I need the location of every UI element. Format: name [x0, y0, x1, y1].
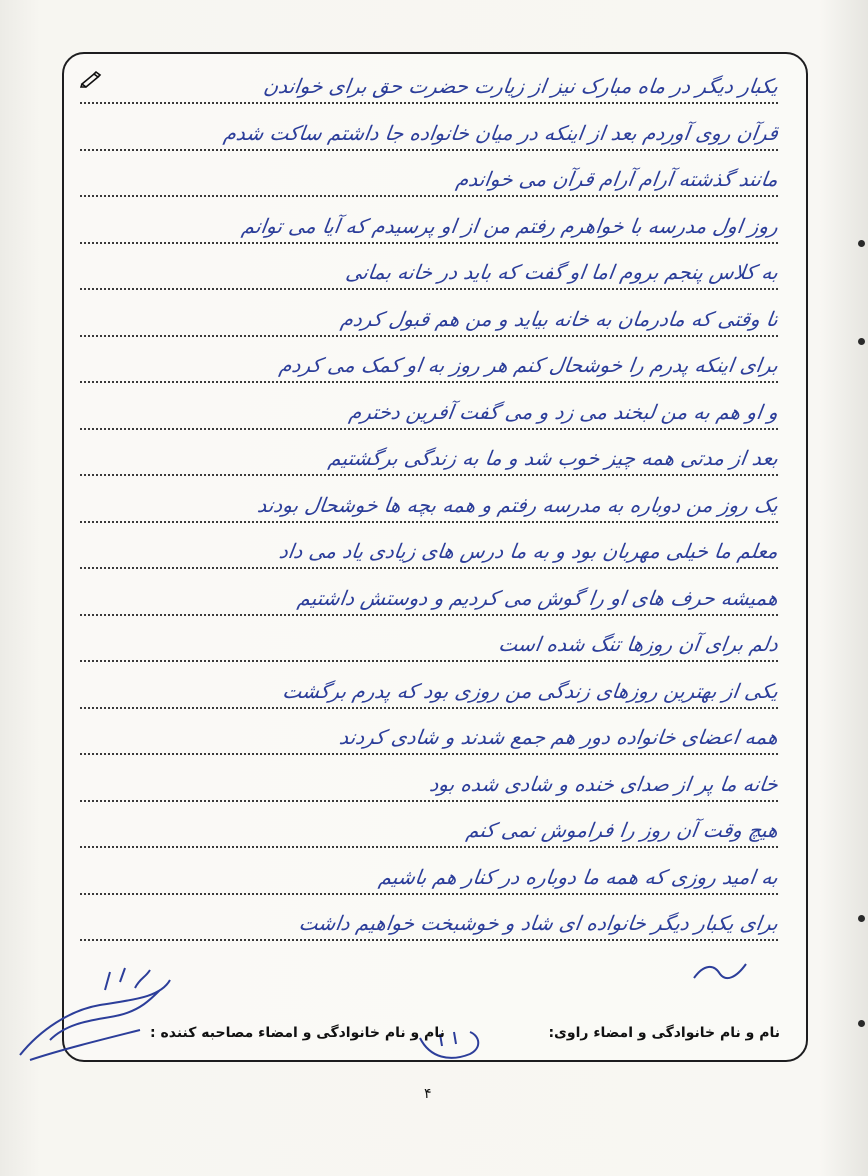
handwritten-text: یک روز من دوباره به مدرسه رفتم و همه بچه ها خوشحال بودند — [255, 492, 780, 517]
ruled-line — [80, 388, 778, 430]
dotted-rule — [80, 474, 778, 476]
handwritten-text: بعد از مدتی همه چیز خوب شد و ما به زندگی برگشتیم — [326, 446, 780, 470]
narrator-signature-label: نام و نام خانوادگی و امضاء راوی: — [548, 1025, 780, 1041]
handwritten-text: روز اول مدرسه با خواهرم رفتم من از او پرسیدم که آیا می توانم — [240, 213, 780, 238]
handwritten-text: هیچ وقت آن روز را فراموش نمی کنم — [464, 818, 780, 842]
ruled-line — [80, 574, 778, 616]
dotted-rule — [80, 428, 778, 430]
dotted-rule — [80, 567, 778, 569]
dotted-rule — [80, 102, 778, 104]
signature-labels — [150, 1020, 780, 1046]
ruled-line — [80, 295, 778, 337]
dotted-rule — [80, 149, 778, 151]
dotted-rule — [80, 288, 778, 290]
handwritten-text: همه اعضای خانواده دور هم جمع شدند و شادی کردند — [337, 725, 780, 749]
dotted-rule — [80, 521, 778, 523]
handwritten-text: به امید روزی که همه ما دوباره در کنار هم باشیم — [377, 864, 780, 889]
dotted-rule — [80, 381, 778, 383]
punch-hole — [858, 240, 865, 247]
page-number: ۴ — [424, 1086, 432, 1102]
dotted-rule — [80, 660, 778, 662]
dotted-rule — [80, 846, 778, 848]
punch-hole — [858, 338, 865, 345]
ruled-line — [80, 713, 778, 755]
ruled-line — [80, 620, 778, 662]
dotted-rule — [80, 707, 778, 709]
handwritten-text: به کلاس پنجم بروم اما او گفت که باید در خانه بمانی — [344, 260, 780, 284]
ruled-line — [80, 248, 778, 290]
punch-hole — [858, 1020, 865, 1027]
ruled-line — [80, 760, 778, 802]
ruled-line — [80, 806, 778, 848]
dotted-rule — [80, 195, 778, 197]
ruled-line — [80, 853, 778, 895]
handwritten-text: یکبار دیگر در ماه مبارک نیز از زیارت حضرت حق برای خواندن — [262, 74, 780, 98]
handwritten-text: برای یکبار دیگر خانواده ای شاد و خوشبخت خواهیم داشت — [297, 911, 780, 935]
handwritten-text: یکی از بهترین روزهای زندگی من روزی بود که پدرم برگشت — [281, 678, 780, 703]
handwritten-text: دلم برای آن روزها تنگ شده است — [496, 632, 780, 656]
dotted-rule — [80, 753, 778, 755]
handwritten-text: خانه ما پر از صدای خنده و شادی شده بود — [428, 771, 780, 796]
dotted-rule — [80, 614, 778, 616]
dotted-rule — [80, 242, 778, 244]
ruled-line — [80, 62, 778, 104]
narrator-signature — [10, 960, 180, 1070]
ruled-line — [80, 202, 778, 244]
handwritten-text: برای اینکه پدرم را خوشحال کنم هر روز به او کمک می کردم — [277, 353, 780, 377]
ruled-line — [80, 341, 778, 383]
interviewer-signature-label: نام و نام خانوادگی و امضاء مصاحبه کننده : — [150, 1025, 445, 1041]
ruled-line — [80, 155, 778, 197]
handwritten-text: همیشه حرف های او را گوش می کردیم و دوستش داشتیم — [296, 585, 780, 610]
signature-mark — [690, 958, 750, 984]
ruled-line — [80, 667, 778, 709]
ruled-line — [80, 434, 778, 476]
dotted-rule — [80, 800, 778, 802]
dotted-rule — [80, 335, 778, 337]
punch-hole — [858, 915, 865, 922]
dotted-rule — [80, 893, 778, 895]
handwritten-text: و او هم به من لبخند می زد و می گفت آفرین دخترم — [347, 399, 780, 424]
dotted-rule — [80, 939, 778, 941]
handwritten-text: تا وقتی که مادرمان به خانه بیاید و من هم قبول کردم — [339, 306, 780, 331]
handwritten-text: مانند گذشته آرام آرام قرآن می خواندم — [454, 167, 780, 191]
handwritten-text: معلم ما خیلی مهربان بود و به ما درس های زیادی یاد می داد — [277, 539, 780, 563]
ruled-line — [80, 899, 778, 941]
ruled-line — [80, 109, 778, 151]
ruled-line — [80, 481, 778, 523]
handwritten-text: قرآن روی آوردم بعد از اینکه در میان خانواده جا داشتم ساکت شدم — [222, 120, 780, 145]
ruled-line — [80, 527, 778, 569]
